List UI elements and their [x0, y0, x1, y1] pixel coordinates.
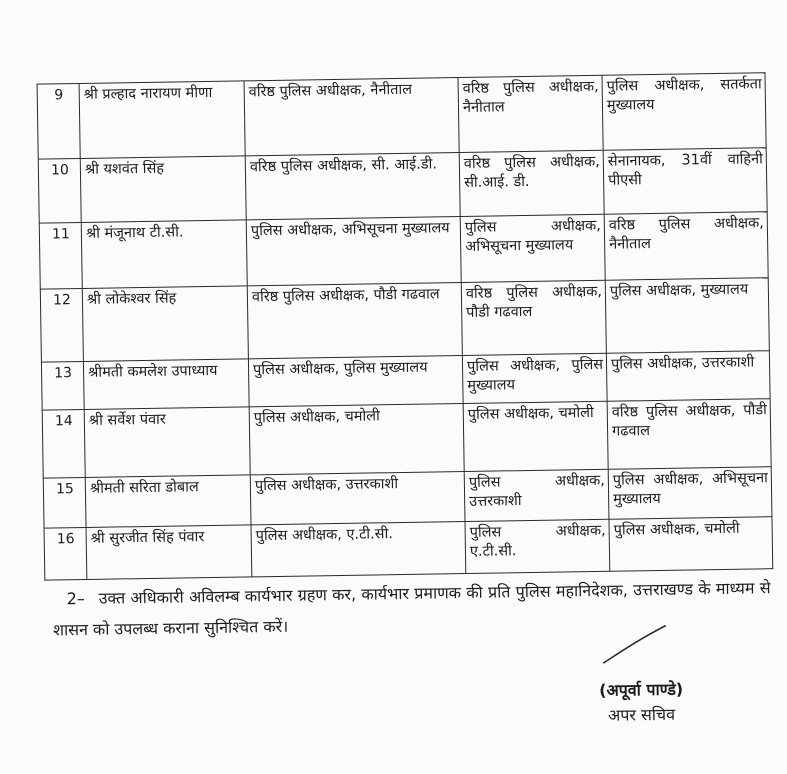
signatory-designation: अपर सचिव [607, 704, 676, 725]
new-post: पुलिस अधीक्षक, चमोली [609, 517, 773, 572]
current-post: वरिष्ठ पुलिस अधीक्षक, सी. आई.डी. [245, 153, 460, 220]
serial-number: 16 [44, 527, 87, 580]
new-post: पुलिस अधीक्षक, सतर्कता मुख्यालय [602, 73, 766, 151]
from-post: पुलिस अधीक्षक, ए.टी.सी. [465, 519, 610, 573]
new-post: पुलिस अधीक्षक, मुख्यालय [605, 278, 769, 354]
transfer-table [37, 72, 774, 580]
serial-number: 12 [40, 288, 83, 362]
paragraph-number: 2– [66, 588, 85, 609]
serial-number: 14 [42, 409, 85, 478]
new-post: पुलिस अधीक्षक, अभिसूचना मुख्यालय [608, 467, 772, 520]
from-post: पुलिस अधीक्षक, पुलिस मुख्यालय [462, 353, 607, 403]
table-row [39, 212, 768, 289]
officer-name: श्री यशवंत सिंह [80, 156, 246, 223]
current-post: वरिष्ठ पुलिस अधीक्षक, नैनीताल [244, 78, 459, 156]
table-row [40, 278, 769, 362]
from-post: पुलिस अधीक्षक, अभिसूचना मुख्यालय [460, 214, 605, 282]
officer-name: श्री मंजूनाथ टी.सी. [81, 220, 247, 289]
serial-number: 9 [37, 84, 80, 160]
current-post: पुलिस अधीक्षक, पुलिस मुख्यालय [248, 356, 463, 407]
new-post: पुलिस अधीक्षक, उत्तरकाशी [606, 351, 770, 402]
current-post: पुलिस अधीक्षक, अभिसूचना मुख्यालय [246, 217, 461, 286]
from-post: वरिष्ठ पुलिस अधीक्षक, नैनीताल [458, 75, 603, 152]
table-row [37, 73, 766, 159]
from-post: पुलिस अधीक्षक, चमोली [463, 401, 608, 471]
officer-name: श्रीमती सरिता डोबाल [85, 475, 251, 528]
new-post: वरिष्ठ पुलिस अधीक्षक, पौडी गढवाल [607, 399, 771, 470]
signature-mark [601, 624, 668, 665]
officer-name: श्री सुरजीत सिंह पंवार [86, 525, 252, 580]
from-post: वरिष्ठ पुलिस अधीक्षक, सी.आई. डी. [459, 150, 604, 216]
officer-name: श्री लोकेश्वर सिंह [82, 286, 248, 362]
from-post: वरिष्ठ पुलिस अधीक्षक, पौडी गढवाल [461, 280, 606, 355]
new-post: वरिष्ठ पुलिस अधीक्षक, नैनीताल [604, 212, 768, 281]
current-post: पुलिस अधीक्षक, चमोली [249, 404, 464, 475]
new-post: सेनानायक, 31वीं वाहिनी पीएसी [603, 148, 767, 215]
serial-number: 10 [38, 159, 81, 224]
table-row [44, 517, 773, 580]
from-post: पुलिस अधीक्षक, उत्तरकाशी [464, 469, 609, 521]
current-post: वरिष्ठ पुलिस अधीक्षक, पौडी गढवाल [247, 283, 462, 359]
table-row [42, 399, 771, 478]
officer-name: श्री सर्वेश पंवार [84, 407, 250, 478]
current-post: पुलिस अधीक्षक, उत्तरकाशी [250, 472, 465, 525]
serial-number: 11 [39, 222, 82, 289]
officer-name: श्री प्रल्हाद नारायण मीणा [79, 81, 245, 159]
table-row [38, 148, 767, 223]
officer-name: श्रीमती कमलेश उपाध्याय [83, 359, 249, 410]
paragraph-text: उक्त अधिकारी अविलम्ब कार्यभार ग्रहण कर, कार्यभार प्रमाणक की प्रति पुलिस महानिदेशक, उत्तराखण्ड के माध्यम से शासन को उपलब्ध कराना सुनिश्चित करें। [52, 578, 771, 640]
current-post: पुलिस अधीक्षक, ए.टी.सी. [251, 522, 466, 577]
serial-number: 13 [41, 361, 84, 410]
signatory-name: (अपूर्वा पाण्डे) [599, 679, 684, 700]
serial-number: 15 [43, 477, 86, 528]
